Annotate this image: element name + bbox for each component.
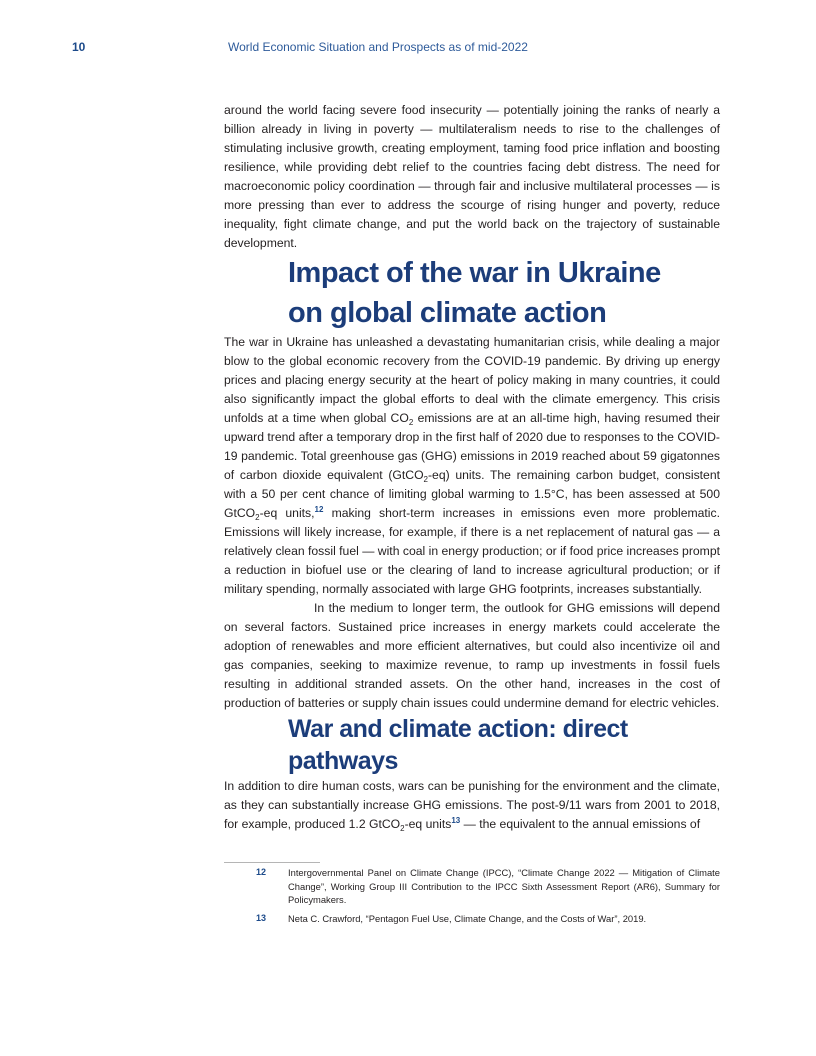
footnote-ref-12[interactable]: 12 — [314, 505, 324, 514]
intro-paragraph: around the world facing severe food insecurity — potentially joining the ranks of nearly a billion already in living in poverty — multilateralism needs to rise to the challenges of stimulating inclusive growth, creating employment, taming food price inflation and boosting resilience, while providing debt relief to the countries facing debt distress. The need for macroeconomic policy coordination — through fair and inclusive multilateral processes — is more pressing than ever to address the scourge of rising hunger and poverty, reduce inequality, fight climate change, and put the world back on the trajectory of sustainable development. — [224, 103, 720, 250]
running-title: World Economic Situation and Prospects as of mid-2022 — [228, 40, 528, 54]
heading-line-2: on global climate action — [288, 297, 607, 329]
footnote-number: 13 — [256, 912, 267, 923]
pathways-paragraph-1: In addition to dire human costs, wars can be punishing for the environment and the climate, as they can substantially increase GHG emissions. The post-9/11 wars from 2001 to 2018, for example, produced 1.2 GtCO$_2$-eq units$^{13}$ — the equivalent to the annual emissions of — [224, 779, 720, 833]
section-heading-pathways: War and climate action: direct pathways — [288, 715, 628, 775]
section-heading-impact — [224, 253, 720, 333]
impact-paragraph-1: The war in Ukraine has unleashed a devastating humanitarian crisis, while dealing a major blow to the global economic recovery from the COVID-19 pandemic. By driving up energy prices and placing energy security at the heart of policy making in many countries, it could also significantly impact the global efforts to deal with the climate emergency. This crisis unfolds at a time when global $CO_2$ emissions are at an all-time high, having resumed their upward trend after a temporary drop in the first half of 2020 due to responses to the COVID-19 pandemic. Total greenhouse gas (GHG) emissions in 2019 reached about 59 gigatonnes of carbon dioxide equivalent (GtCO$_2$-eq) units. The remaining carbon budget, consistent with a 50 per cent chance of limiting global warming to 1.5°C, has been assessed at 500 GtCO$_2$-eq units,$^{12}$ making short-term increases in emissions even more problematic. Emissions will likely increase, for example, if there is a net replacement of natural gas — a relatively clean fossil fuel — with coal in energy production; or if food price increases prompt a reduction in biofuel use or the clearing of land to increase agricultural production; or if military spending, normally associated with large GHG footprints, increases substantially. — [224, 335, 720, 596]
impact-paragraph-2: In the medium to longer term, the outlook for GHG emissions will depend on several factors. Sustained price increases in energy markets could accelerate the adoption of renewables and more efficient alternatives, but could also incentivize oil and gas companies, seeking to maximize revenue, to ramp up investments in fossil fuels resulting in additional stranded assets. On the other hand, increases in the cost of production of batteries or supply chain issues could undermine demand for electric vehicles. — [224, 601, 720, 710]
page-header — [72, 40, 732, 56]
page-number: 10 — [72, 40, 86, 54]
footnotes — [224, 866, 720, 930]
heading-line-1: Impact of the war in Ukraine — [288, 257, 661, 289]
subscript-2: 2 — [255, 513, 260, 522]
footnote-divider — [224, 862, 320, 863]
footnote-text: Intergovernmental Panel on Climate Change (IPCC), “Climate Change 2022 — Mitigation of Climate Change”, Working Group III Contribution to the IPCC Sixth Assessment Report (AR6), Summary for Policymakers. — [288, 867, 720, 905]
subscript-2: 2 — [408, 418, 414, 427]
footnote-13 — [224, 912, 720, 926]
footnote-text: Neta C. Crawford, “Pentagon Fuel Use, Climate Change, and the Costs of War”, 2019. — [288, 912, 647, 924]
footnote-ref-13[interactable]: 13 — [451, 816, 461, 825]
footnote-number: 12 — [256, 867, 267, 877]
main-content — [224, 101, 720, 834]
subscript-2: 2 — [423, 475, 428, 484]
footnote-12 — [224, 866, 720, 907]
subscript-2: 2 — [400, 824, 405, 833]
